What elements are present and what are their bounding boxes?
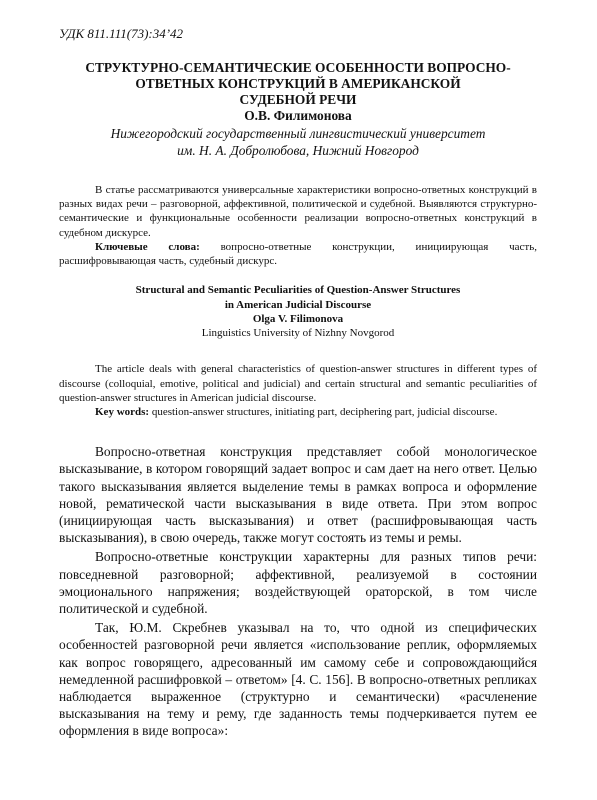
abstract-text: The article deals with general characteristics of question-answer structures in different types of discourse (colloquial, emotive, political and judicial) and certain structural and semantic peculiarities of question-answer structures in American judicial discourse.	[59, 363, 537, 404]
title-line: Structural and Semantic Peculiarities of Question-Answer Structures	[135, 284, 461, 297]
affiliation-line: Нижегородский государственный лингвистический университет	[110, 126, 486, 141]
keywords-label: Key words:	[95, 406, 150, 419]
body-paragraph: Так, Ю.М. Скребнев указывал на то, что одной из специфических особенностей разговорной речи является «использование реплик, оформляемых как вопрос говорящего, адресованный им самому себе и сопровождающийся немедленной расшифровкой – ответом» [4. С. 156]. В вопросно-ответных репликах наблюдается выраженное (структурно и семантически) «расчленение высказывания на тему и рему, где заданность темы подчеркивается путем ее оформления в виде вопроса»:	[59, 620, 537, 739]
abstract-russian	[59, 183, 537, 268]
keywords-label: Ключевые слова:	[95, 240, 200, 253]
title-line: СТРУКТУРНО-СЕМАНТИЧЕСКИЕ ОСОБЕННОСТИ ВОПРОСНО-	[85, 60, 511, 75]
body-paragraph: Вопросно-ответная конструкция представляет собой монологическое высказывание, в котором говорящий задает вопрос и сам дает на него ответ. Целью такого высказывания является выделение темы в рамках вопроса и оформление новой, рематической части высказывания в виде ответа. При этом вопрос (инициирующая часть высказывания) и ответ (расшифровывающая часть высказывания), в свою очередь, также могут состоять из темы и ремы.	[59, 444, 537, 546]
article-title-english	[59, 283, 537, 312]
title-line: ОТВЕТНЫХ КОНСТРУКЦИЙ В АМЕРИКАНСКОЙ	[135, 76, 461, 91]
article-title-russian	[59, 60, 537, 108]
keywords-text: question-answer structures, initiating part, deciphering part, judicial discourse.	[149, 406, 498, 419]
abstract-english	[59, 362, 537, 419]
affiliation-russian	[59, 125, 537, 159]
affiliation-english: Linguistics University of Nizhny Novgorod	[201, 327, 395, 340]
udk-code: УДК 811.111(73):34’42	[59, 26, 184, 41]
keywords-text: вопросно-ответные конструкции, инициирующая часть, расшифровывающая часть, судебный дискурс.	[59, 240, 538, 268]
article-body	[59, 443, 537, 739]
keywords-english	[59, 405, 537, 419]
title-line: СУДЕБНОЙ РЕЧИ	[239, 92, 357, 107]
keywords-russian	[59, 240, 537, 268]
abstract-text: В статье рассматриваются универсальные характеристики вопросно-ответных конструкций в разных видах речи – разговорной, аффективной, политической и судебной. Выявляются структурно-семантические и функциональные особенности реализации вопросно-ответных конструкций в судебном дискурсе.	[59, 184, 537, 239]
body-paragraph: Вопросно-ответные конструкции характерны для разных типов речи: повседневной разговорной; аффективной, реализуемой в состоянии эмоционального напряжения; воздействующей ораторской, в том числе политической и судебной.	[59, 549, 537, 617]
author-russian: О.В. Филимонова	[244, 108, 352, 123]
author-english: Olga V. Filimonova	[252, 312, 344, 325]
affiliation-line: им. Н. А. Добролюбова, Нижний Новгород	[177, 143, 419, 158]
title-line: in American Judicial Discourse	[224, 298, 372, 311]
